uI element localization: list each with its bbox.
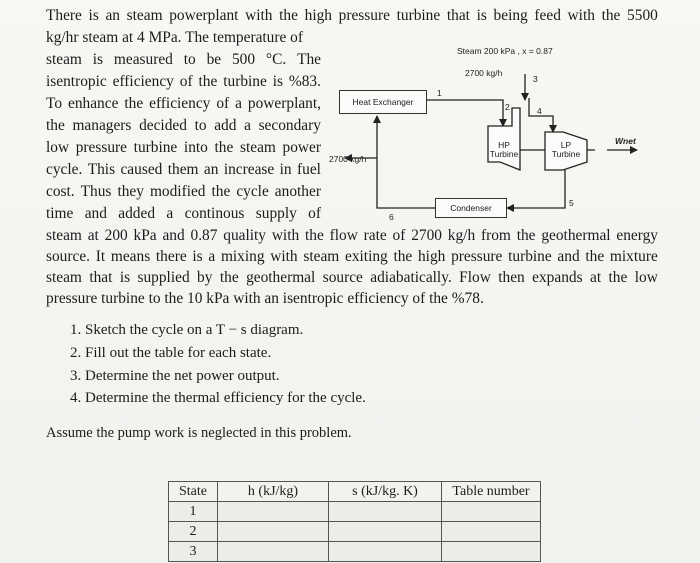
hp-label-line1: HP [498,140,510,150]
hp-turbine-shape [488,108,520,170]
hp-turbine-label [488,141,520,159]
wnet-label: Wnet [615,136,636,146]
s-cell[interactable] [329,502,442,522]
table-row [169,542,541,562]
intro-line-6: the managers decided to add a secondary [46,117,321,134]
state-cell: 2 [169,522,218,542]
state-6-label: 6 [389,212,394,222]
assumption-text: Assume the pump work is neglected in this problem. [46,425,352,441]
pipe-6 [377,116,435,208]
h-cell[interactable] [218,522,329,542]
table-number-cell[interactable] [442,542,541,562]
intro-line-14: pressure turbine to the 10 kPa with an isentropic efficiency of the %78. [46,290,484,307]
header-table-number: Table number [442,482,541,502]
state-table [168,481,541,562]
h-cell[interactable] [218,502,329,522]
header-state: State [169,482,218,502]
header-s: s (kJ/kg. K) [329,482,442,502]
question-4: 4. Determine the thermal efficiency for the cycle. [70,390,366,406]
question-1: 1. Sketch the cycle on a T − s diagram. [70,322,304,338]
steam-supply-label: Steam 200 kPa , x = 0.87 [457,46,553,56]
question-3: 3. Determine the net power output. [70,368,280,384]
state-5-label: 5 [569,198,574,208]
table-number-cell[interactable] [442,502,541,522]
state-3-label: 3 [533,74,538,84]
lp-label-line1: LP [560,140,572,150]
intro-line-11: steam at 200 kPa and 0.87 quality with the flow rate of 2700 kg/h from the geothermal energy [46,227,658,244]
intro-line-9: cost. Thus they modified the cycle another [46,183,321,200]
h-cell[interactable] [218,542,329,562]
cycle-diagram [325,40,670,230]
table-header-row [169,482,541,502]
table-row [169,502,541,522]
state-1-label: 1 [437,88,442,98]
flow-rate-left-label: 2700 kg/h [329,154,367,164]
state-2-label: 2 [505,102,510,112]
intro-line-8: cycle. This caused them an increase in fuel [46,161,321,178]
intro-line-2: kg/hr steam at 4 MPa. The temperature of [46,29,304,46]
state-cell: 1 [169,502,218,522]
intro-line-3: steam is measured to be 500 °C. The [46,51,321,68]
pipe-5 [507,170,565,208]
lp-turbine-label [545,141,587,159]
intro-line-4: isentropic efficiency of the turbine is %83. [46,73,321,90]
question-2: 2. Fill out the table for each state. [70,345,272,361]
condenser-box: Condenser [435,198,507,218]
lp-label-line2: Turbine [551,149,581,159]
intro-line-10: time and added a continous supply of [46,205,321,222]
table-number-cell[interactable] [442,522,541,542]
intro-line-7: low pressure turbine into the steam power [46,139,321,156]
intro-line-12: source. It means there is a mixing with steam exiting the high pressure turbine and the mixture [46,248,658,265]
state-4-label: 4 [537,106,542,116]
state-cell: 3 [169,542,218,562]
flow-rate-top-label: 2700 kg/h [465,68,503,78]
s-cell[interactable] [329,542,442,562]
hp-label-line2: Turbine [489,149,519,159]
heat-exchanger-box: Heat Exchanger [339,90,427,114]
table-row [169,522,541,542]
intro-line-5: To enhance the efficiency of a powerplant, [46,95,321,112]
intro-line-13: steam that is supplied by the geothermal source adiabatically. Flow then expands at the low [46,269,658,286]
intro-line-1: There is an steam powerplant with the high pressure turbine that is being feed with the 5500 [46,7,658,24]
header-h: h (kJ/kg) [218,482,329,502]
s-cell[interactable] [329,522,442,542]
pipe-1 [427,100,503,126]
